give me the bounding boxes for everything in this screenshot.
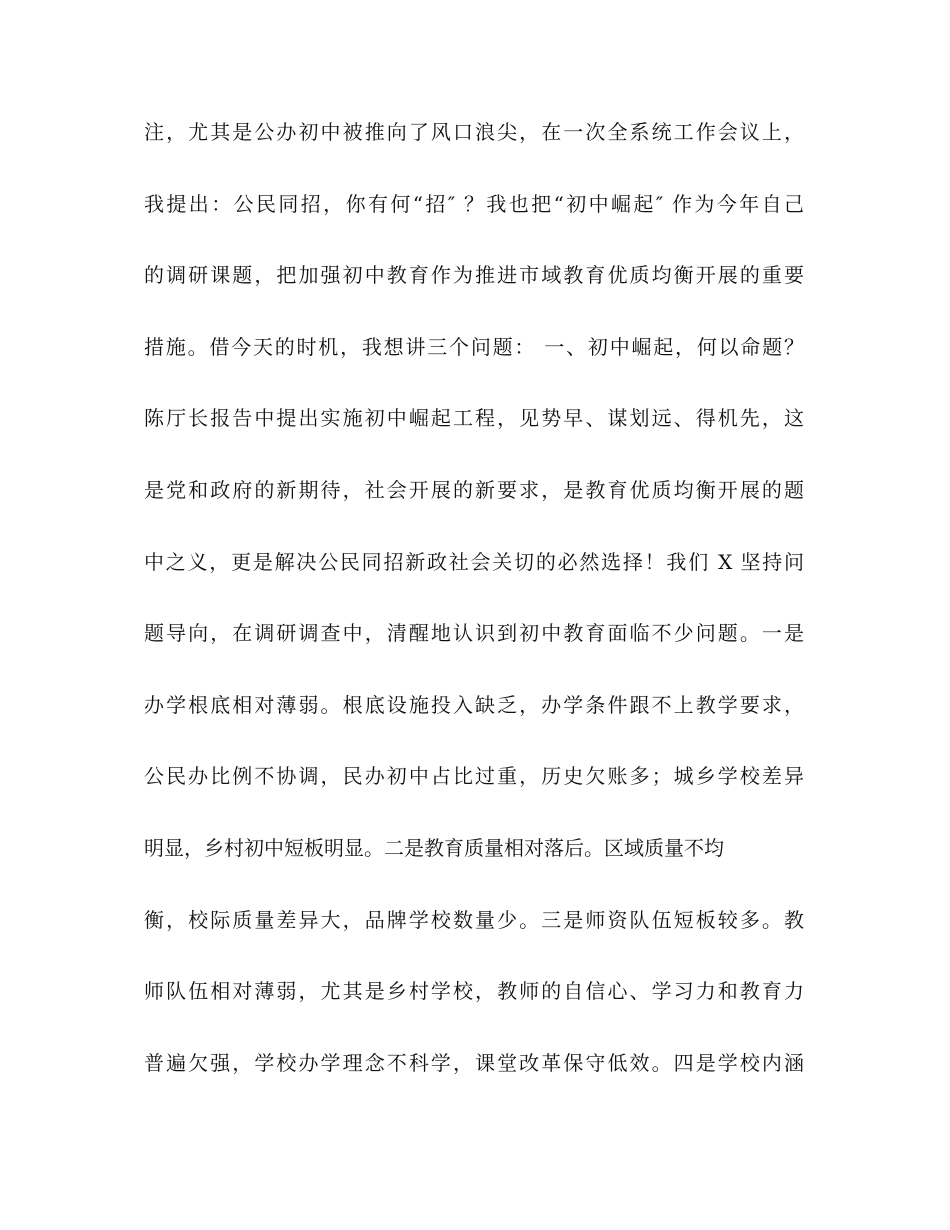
text-line: 办学根底相对薄弱。根底设施投入缺乏，办学条件跟不上教学要求， xyxy=(144,692,804,717)
text-line: 普遍欠强，学校办学理念不科学，课堂改革保守低效。四是学校内涵 xyxy=(144,1050,804,1075)
text-line: 中之义，更是解决公民同招新政社会关切的必然选择！我们 X 坚持问 xyxy=(144,549,804,574)
text-line: 注，尤其是公办初中被推向了风口浪尖，在一次全系统工作会议上， xyxy=(144,120,804,144)
text-line: 公民办比例不协调，民办初中占比过重，历史欠账多；城乡学校差异 xyxy=(144,764,804,789)
text-line: 陈厅长报告中提出实施初中崛起工程，见势早、谋划远、得机先，这 xyxy=(144,406,804,431)
text-line: 题导向，在调研调查中，清醒地认识到初中教育面临不少问题。一是 xyxy=(144,621,804,646)
text-line: 师队伍相对薄弱，尤其是乡村学校，教师的自信心、学习力和教育力 xyxy=(144,979,804,1004)
text-line: 明显，乡村初中短板明显。二是教育质量相对落后。区域质量不均 xyxy=(144,835,724,860)
text-line: 的调研课题，把加强初中教育作为推进市域教育优质均衡开展的重要 xyxy=(144,263,804,288)
text-line: 措施。借今天的时机，我想讲三个问题： 一、初中崛起，何以命题？ xyxy=(144,334,804,359)
text-line: 衡，校际质量差异大，品牌学校数量少。三是师资队伍短板较多。教 xyxy=(144,907,804,932)
text-line: 我提出：公民同招，你有何“招″ ？我也把“初中崛起″ 作为今年自己 xyxy=(144,191,804,216)
body-text xyxy=(144,119,804,1121)
text-line: 是党和政府的新期待，社会开展的新要求，是教育优质均衡开展的题 xyxy=(144,477,804,502)
